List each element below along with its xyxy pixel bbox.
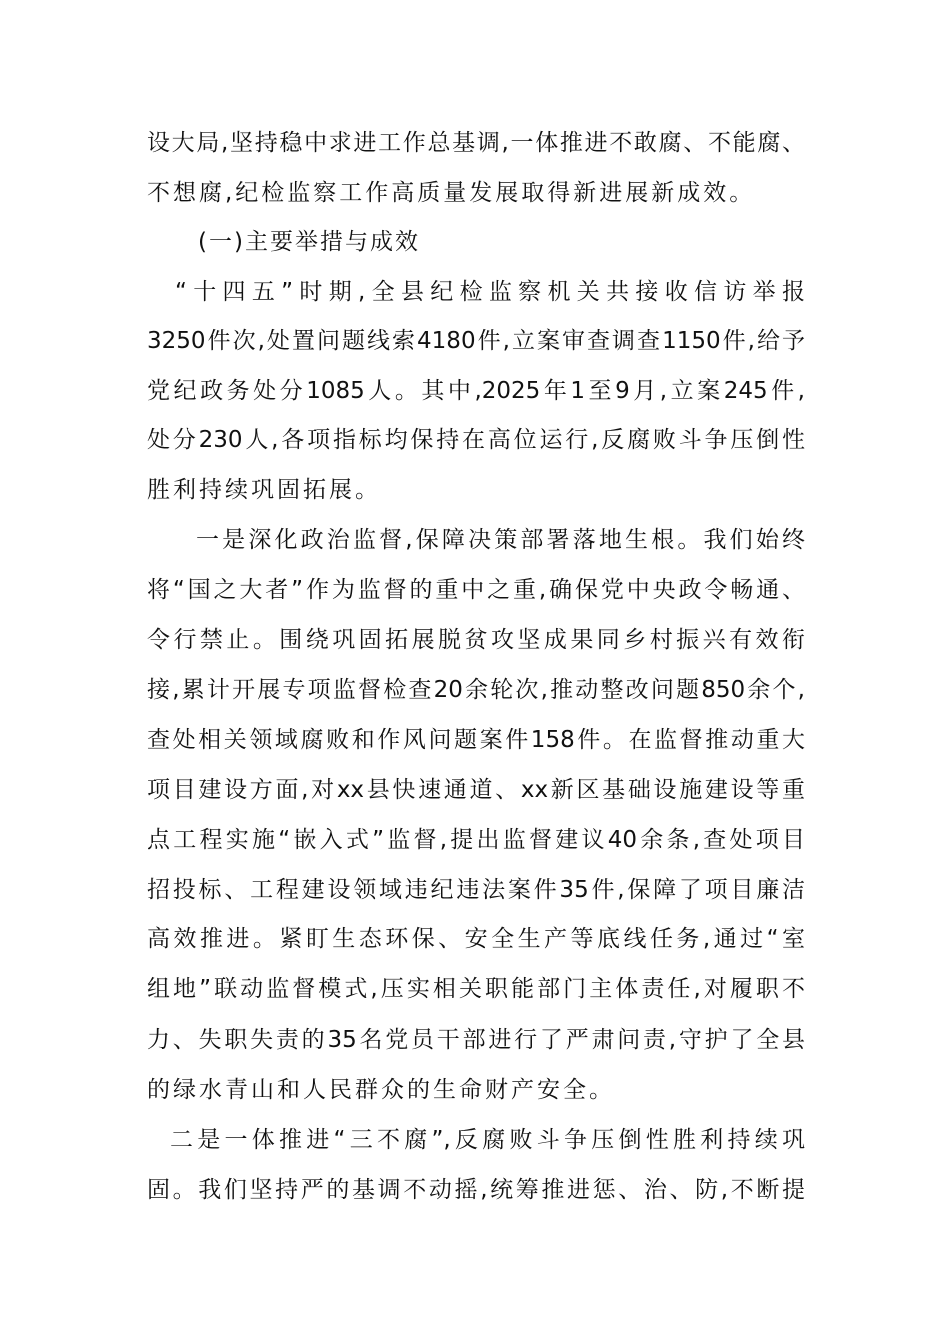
body-text-line: 高效推进。紧盯生态环保、安全生产等底线任务,通过“室	[147, 926, 805, 952]
body-text-line: 力、失职失责的35名党员干部进行了严肃问责,守护了全县	[147, 1027, 805, 1053]
body-text-line: 固。我们坚持严的基调不动摇,统筹推进惩、治、防,不断提	[147, 1177, 805, 1203]
body-text-line: 胜利持续巩固拓展。	[147, 477, 381, 503]
body-text-line: 项目建设方面,对xx县快速通道、xx新区基础设施建设等重	[147, 777, 805, 803]
body-text-line: 处分230人,各项指标均保持在高位运行,反腐败斗争压倒性	[147, 427, 805, 453]
body-text-line: 令行禁止。围绕巩固拓展脱贫攻坚成果同乡村振兴有效衔	[147, 627, 805, 653]
body-text-line: 二是一体推进“三不腐”,反腐败斗争压倒性胜利持续巩	[170, 1127, 805, 1153]
body-text-line: 组地”联动监督模式,压实相关职能部门主体责任,对履职不	[147, 976, 805, 1002]
body-text-line: 招投标、工程建设领域违纪违法案件35件,保障了项目廉洁	[147, 877, 805, 903]
section-heading: (一)主要举措与成效	[198, 229, 420, 255]
body-text-line: “十四五”时期,全县纪检监察机关共接收信访举报	[175, 279, 805, 305]
body-text-line: 党纪政务处分1085人。其中,2025年1至9月,立案245件,	[147, 378, 805, 404]
body-text-line: 不想腐,纪检监察工作高质量发展取得新进展新成效。	[147, 180, 756, 206]
body-text-line: 查处相关领域腐败和作风问题案件158件。在监督推动重大	[147, 727, 805, 753]
body-text-line: 3250件次,处置问题线索4180件,立案审查调查1150件,给予	[147, 328, 805, 354]
body-text-line: 设大局,坚持稳中求进工作总基调,一体推进不敢腐、不能腐、	[147, 130, 805, 156]
body-text-line: 的绿水青山和人民群众的生命财产安全。	[147, 1077, 615, 1103]
body-text-line: 将“国之大者”作为监督的重中之重,确保党中央政令畅通、	[147, 577, 805, 603]
body-text-line: 接,累计开展专项监督检查20余轮次,推动整改问题850余个,	[147, 677, 805, 703]
body-text-line: 一是深化政治监督,保障决策部署落地生根。我们始终	[196, 527, 805, 553]
body-text-line: 点工程实施“嵌入式”监督,提出监督建议40余条,查处项目	[147, 827, 805, 853]
